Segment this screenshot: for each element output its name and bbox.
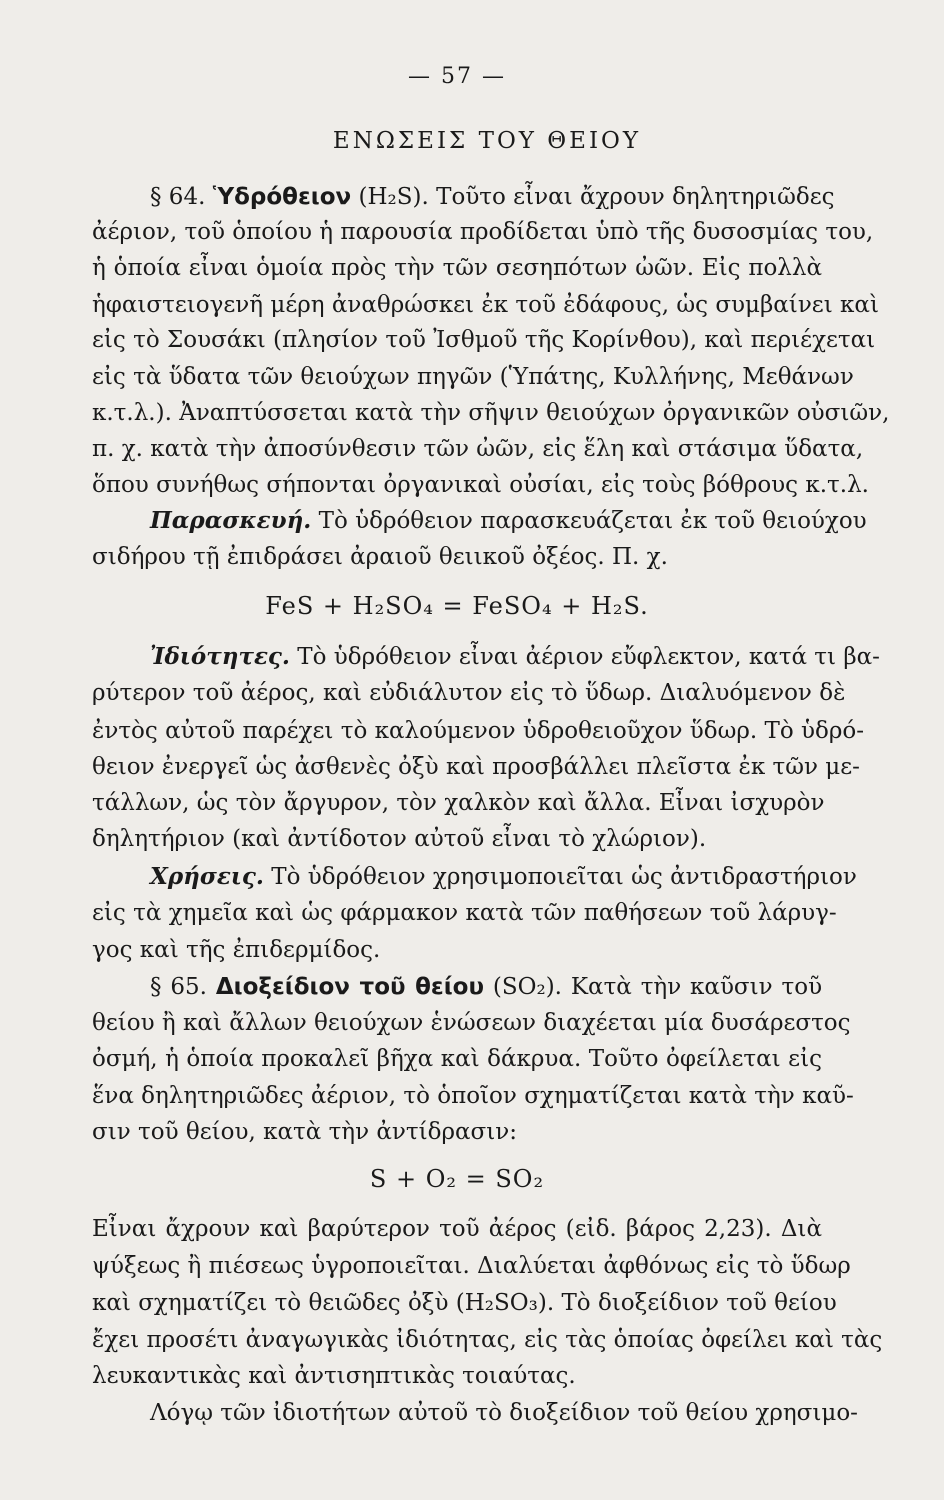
uses-label: Χρήσεις. [150,863,264,890]
paragraph-line: ὅπου συνήθως σήπονται ὀργανικαὶ οὐσίαι, εἰς τοὺς βόθρους κ.τ.λ. [92,472,869,498]
paragraph-text: Τὸ ὑδρόθειον εἶναι ἀέριον εὔφλεκτον, κατά τι βα- [297,644,880,670]
properties-first-line [150,642,880,672]
paragraph-line: σιν τοῦ θείου, κατὰ τὴν ἀντίδρασιν: [92,1119,517,1145]
paragraph-line: ὀσμή, ἡ ὁποία προκαλεῖ βῆχα καὶ δάκρυα. Τοῦτο ὀφείλεται εἰς [92,1046,822,1072]
page-number: — 57 — [408,64,506,89]
paragraph-line: κ.τ.λ.). Ἀναπτύσσεται κατὰ τὴν σῆψιν θειούχων ὀργανικῶν οὐσιῶν, [92,400,890,426]
uses-first-line [150,862,857,892]
equation-so2: S + O₂ = SO₂ [369,1165,545,1193]
preparation-label: Παρασκευή. [150,507,312,534]
paragraph-line: ἡ ὁποία εἶναι ὁμοία πρὸς τὴν τῶν σεσηπότων ὠῶν. Εἰς πολλὰ [92,255,822,281]
paragraph-line: Εἶναι ἄχρουν καὶ βαρύτερον τοῦ ἀέρος (εἰδ. βάρος 2,23). Διὰ [92,1216,822,1242]
paragraph-line: ἀέριον, τοῦ ὁποίου ἡ παρουσία προδίδεται ὑπὸ τῆς δυσοσμίας του, [92,219,874,245]
paragraph-text: Κατὰ τὴν καῦσιν τοῦ [570,974,823,1000]
paragraph-line: λευκαντικὰς καὶ ἀντισηπτικὰς τοιαύτας. [92,1363,576,1389]
equation-fes: FeS + H₂SO₄ = FeSO₄ + H₂S. [265,592,649,620]
paragraph-line: Λόγῳ τῶν ἰδιοτήτων αὐτοῦ τὸ διοξείδιον τοῦ θείου χρησιμο- [150,1400,858,1426]
paragraph-line: ψύξεως ἢ πιέσεως ὑγροποιεῖται. Διαλύεται ἀφθόνως εἰς τὸ ὕδωρ [92,1253,851,1279]
paragraph-line: θειον ἐνεργεῖ ὡς ἀσθενὲς ὀξὺ καὶ προσβάλλει πλεῖστα ἐκ τῶν με- [92,754,860,780]
section-formula: (SO₂). [492,974,562,1000]
paragraph-text: Τὸ ὑδρόθειον χρησιμοποιεῖται ὡς ἀντιδραστήριον [271,864,857,890]
paragraph-line: γος καὶ τῆς ἐπιδερμίδος. [92,937,381,963]
properties-label: Ἰδιότητες. [150,643,290,670]
section-formula: (H₂S). [358,184,429,210]
paragraph-line: δηλητήριον (καὶ ἀντίδοτον αὐτοῦ εἶναι τὸ χλώριον). [92,826,707,852]
paragraph-line: σιδήρου τῇ ἐπιδράσει ἀραιοῦ θειικοῦ ὀξέος. Π. χ. [92,544,668,570]
paragraph-line: εἰς τὸ Σουσάκι (πλησίον τοῦ Ἰσθμοῦ τῆς Κορίνθου), καὶ περιέχεται [92,327,876,353]
paragraph-line: τάλλων, ὡς τὸν ἄργυρον, τὸν χαλκὸν καὶ ἄλλα. Εἶναι ἰσχυρὸν [92,790,825,816]
paragraph-line: ἡφαιστειογενῆ μέρη ἀναθρώσκει ἐκ τοῦ ἐδάφους, ὡς συμβαίνει καὶ [92,292,879,318]
paragraph-text: Τὸ ὑδρόθειον παρασκευάζεται ἐκ τοῦ θειούχου [318,508,867,534]
paragraph-line: καὶ σχηματίζει τὸ θειῶδες ὀξὺ (H₂SO₃). Τὸ διοξείδιον τοῦ θείου [92,1290,837,1316]
preparation-first-line [150,506,867,536]
paragraph-line: ἕνα δηλητηριῶδες ἀέριον, τὸ ὁποῖον σχηματίζεται κατὰ τὴν καῦ- [92,1083,854,1109]
section-marker: § 64. [150,184,206,210]
chapter-title: ΕΝΩΣΕΙΣ ΤΟΥ ΘΕΙΟΥ [332,128,642,154]
paragraph-line: εἰς τὰ χημεῖα καὶ ὡς φάρμακον κατὰ τῶν παθήσεων τοῦ λάρυγ- [92,900,837,926]
paragraph-line: εἰς τὰ ὕδατα τῶν θειούχων πηγῶν (Ὑπάτης, Κυλλήνης, Μεθάνων [92,364,854,390]
paragraph-line: ἐντὸς αὐτοῦ παρέχει τὸ καλούμενον ὑδροθειοῦχον ὕδωρ. Τὸ ὑδρό- [92,718,864,744]
paragraph-line: ἔχει προσέτι ἀναγωγικὰς ἰδιότητας, εἰς τὰς ὁποίας ὀφείλει καὶ τὰς [92,1327,883,1353]
section-heading: Ὑδρόθειον [212,184,352,210]
paragraph-line: π. χ. κατὰ τὴν ἀποσύνθεσιν τῶν ὠῶν, εἰς ἕλη καὶ στάσιμα ὕδατα, [92,436,864,462]
paragraph-text: Τοῦτο εἶναι ἄχρουν δηλητηριῶδες [436,184,835,210]
paragraph-line: ρύτερον τοῦ ἀέρος, καὶ εὐδιάλυτον εἰς τὸ ὕδωρ. Διαλυόμενον δὲ [92,680,846,706]
section-marker: § 65. [150,974,207,1000]
section-64-first-line [150,182,835,212]
section-65-first-line [150,972,822,1002]
section-heading: Διοξείδιον τοῦ θείου [215,974,485,1000]
paragraph-line: θείου ἢ καὶ ἄλλων θειούχων ἑνώσεων διαχέεται μία δυσάρεστος [92,1010,851,1036]
